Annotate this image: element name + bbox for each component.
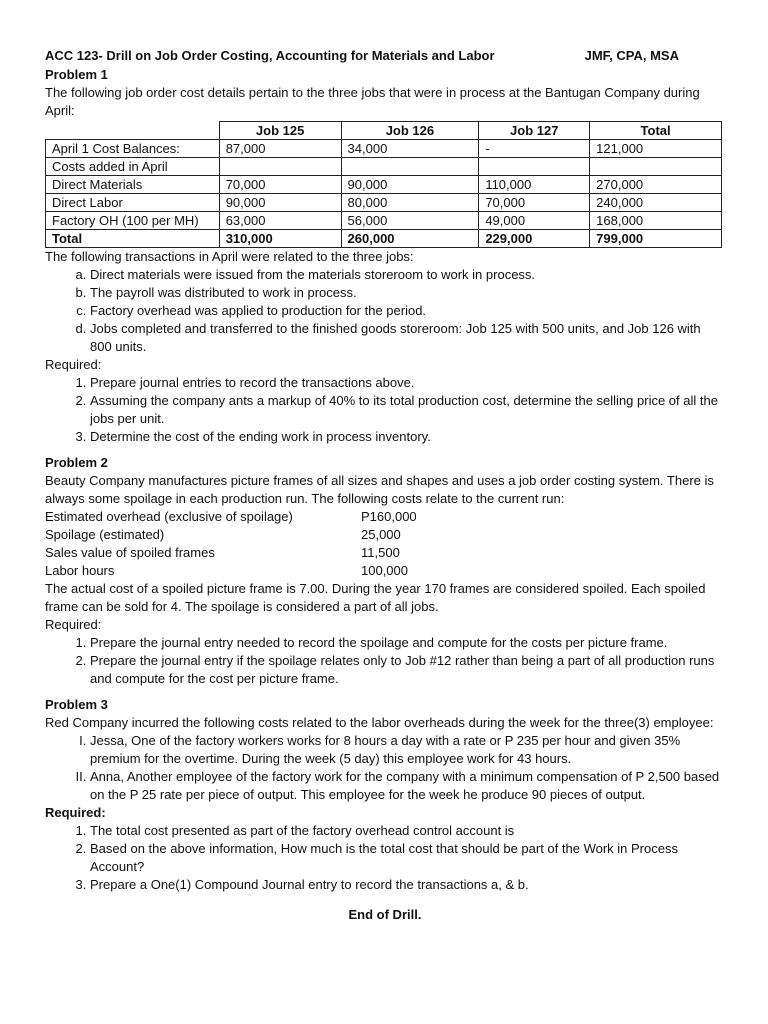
required-label: Required:	[45, 617, 102, 632]
required-list	[45, 634, 725, 688]
table-row	[46, 140, 722, 158]
table-cell: 240,000	[590, 194, 722, 212]
table-total-row	[46, 230, 722, 248]
table-cell	[219, 158, 341, 176]
list-item: 2. Based on the above information, How much is the total cost that should be part of the Work in Process Account?	[90, 840, 725, 876]
cost-item-value: 25,000	[361, 527, 401, 542]
cost-item-label: Spoilage (estimated)	[45, 527, 165, 542]
table-cell: 168,000	[590, 212, 722, 230]
table-cell: 270,000	[590, 176, 722, 194]
job-cost-table	[45, 121, 722, 248]
list-item: I. Jessa, One of the factory workers works for 8 hours a day with a rate or P 235 per hour and given 35% premium for the overtime. During the week (5 day) this employee work for 43 hours.	[90, 732, 725, 768]
employee-list	[45, 732, 725, 804]
list-item: 1. Prepare the journal entry needed to record the spoilage and compute for the costs per picture frame.	[90, 634, 725, 652]
table-cell: 70,000	[479, 194, 590, 212]
table-header-cell: Job 127	[479, 122, 590, 140]
table-cell: 310,000	[219, 230, 341, 248]
table-cell: 229,000	[479, 230, 590, 248]
table-cell: 70,000	[219, 176, 341, 194]
list-item: II. Anna, Another employee of the factory work for the company with a minimum compensation of P 2,500 based on the P 25 rate per piece of output. This employee for the week he produce 90 pieces of output.	[90, 768, 725, 804]
problem2-body: The actual cost of a spoiled picture frame is 7.00. During the year 170 frames are considered spoiled. Each spoiled frame can be sold for 4. The spoilage is considered a part of all jobs.	[45, 581, 706, 614]
problem1-heading: Problem 1	[45, 67, 108, 82]
required-label: Required:	[45, 357, 102, 372]
table-header-cell: Job 126	[341, 122, 479, 140]
document-title: ACC 123- Drill on Job Order Costing, Accounting for Materials and Labor	[45, 48, 495, 63]
transactions-intro: The following transactions in April were related to the three jobs:	[45, 249, 414, 264]
list-item: b. The payroll was distributed to work in process.	[90, 284, 725, 302]
list-item: 1. Prepare journal entries to record the transactions above.	[90, 374, 725, 392]
problem3-intro: Red Company incurred the following costs related to the labor overheads during the week for the three(3) employee:	[45, 715, 714, 730]
table-cell: Direct Materials	[46, 176, 220, 194]
required-label: Required:	[45, 805, 106, 820]
table-cell: 34,000	[341, 140, 479, 158]
table-cell: 63,000	[219, 212, 341, 230]
table-cell	[590, 158, 722, 176]
list-item: 3. Determine the cost of the ending work in process inventory.	[90, 428, 725, 446]
table-cell	[479, 158, 590, 176]
table-header-row	[46, 122, 722, 140]
problem2-intro: Beauty Company manufactures picture frames of all sizes and shapes and uses a job order costing system. There is always some spoilage in each production run. The following costs relate to the current run:	[45, 473, 714, 506]
table-cell: Total	[46, 230, 220, 248]
table-cell: 121,000	[590, 140, 722, 158]
document-header	[45, 47, 725, 66]
table-cell: 110,000	[479, 176, 590, 194]
table-cell: 799,000	[590, 230, 722, 248]
document-author: JMF, CPA, MSA	[584, 48, 679, 63]
table-cell: 49,000	[479, 212, 590, 230]
table-row	[46, 176, 722, 194]
table-row	[46, 194, 722, 212]
cost-item-label: Sales value of spoiled frames	[45, 545, 215, 560]
list-item: d. Jobs completed and transferred to the finished goods storeroom: Job 125 with 500 units, and Job 126 with 800 units.	[90, 320, 725, 356]
table-cell: 87,000	[219, 140, 341, 158]
end-of-drill: End of Drill.	[348, 907, 422, 922]
problem1-intro: The following job order cost details pertain to the three jobs that were in process at the Bantugan Company during April:	[45, 85, 700, 118]
required-list	[45, 374, 725, 446]
problem2-heading: Problem 2	[45, 455, 108, 470]
required-list	[45, 822, 725, 894]
cost-item-label: Estimated overhead (exclusive of spoilage)	[45, 509, 293, 524]
table-cell: Costs added in April	[46, 158, 220, 176]
list-item: a. Direct materials were issued from the materials storeroom to work in process.	[90, 266, 725, 284]
table-cell: April 1 Cost Balances:	[46, 140, 220, 158]
problem3-heading: Problem 3	[45, 697, 108, 712]
table-cell	[341, 158, 479, 176]
table-header-cell: Job 125	[219, 122, 341, 140]
table-cell: Direct Labor	[46, 194, 220, 212]
table-row	[46, 212, 722, 230]
list-item: 2. Assuming the company ants a markup of 40% to its total production cost, determine the selling price of all the jobs per unit.	[90, 392, 725, 428]
cost-item-label: Labor hours	[45, 563, 115, 578]
list-item: 2. Prepare the journal entry if the spoilage relates only to Job #12 rather than being a part of all production runs and compute for the cost per picture frame.	[90, 652, 725, 688]
transactions-list	[45, 266, 725, 356]
table-cell: 80,000	[341, 194, 479, 212]
table-cell: 90,000	[341, 176, 479, 194]
table-header-cell: Total	[590, 122, 722, 140]
table-cell: -	[479, 140, 590, 158]
table-row	[46, 158, 722, 176]
cost-item-value: 11,500	[361, 545, 400, 560]
list-item: 3. Prepare a One(1) Compound Journal entry to record the transactions a, & b.	[90, 876, 725, 894]
table-cell: 56,000	[341, 212, 479, 230]
cost-items	[45, 508, 725, 580]
table-cell: 260,000	[341, 230, 479, 248]
table-cell: 90,000	[219, 194, 341, 212]
cost-item-value: 100,000	[361, 563, 408, 578]
document-page	[45, 47, 725, 924]
table-header-cell	[46, 122, 220, 140]
list-item: c. Factory overhead was applied to production for the period.	[90, 302, 725, 320]
cost-item-value: P160,000	[361, 509, 417, 524]
table-cell: Factory OH (100 per MH)	[46, 212, 220, 230]
list-item: 1. The total cost presented as part of the factory overhead control account is	[90, 822, 725, 840]
